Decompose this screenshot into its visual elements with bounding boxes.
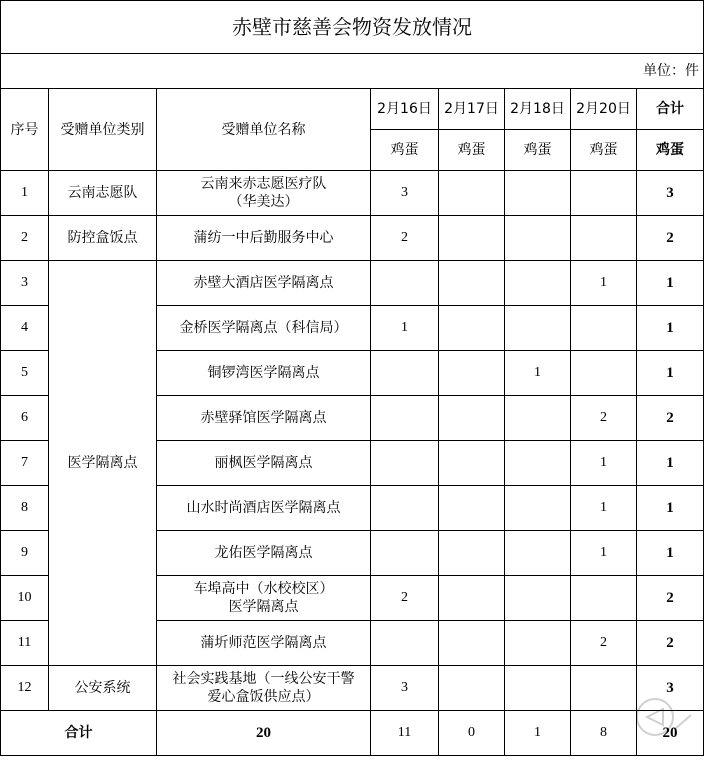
row-qty-date-1 bbox=[439, 261, 505, 306]
row-qty-date-2 bbox=[505, 306, 571, 351]
table-row bbox=[1, 666, 704, 711]
row-category: 云南志愿队 bbox=[49, 171, 157, 216]
row-qty-date-3: 1 bbox=[571, 261, 637, 306]
totals-grand: 20 bbox=[637, 711, 704, 756]
row-qty-date-0 bbox=[371, 486, 439, 531]
row-total: 1 bbox=[637, 441, 704, 486]
row-total: 1 bbox=[637, 531, 704, 576]
row-qty-date-1 bbox=[439, 171, 505, 216]
row-qty-date-1 bbox=[439, 621, 505, 666]
row-unit-name-line: 山水时尚酒店医学隔离点 bbox=[186, 500, 341, 516]
row-qty-date-0 bbox=[371, 621, 439, 666]
row-qty-date-2 bbox=[505, 396, 571, 441]
row-seq: 9 bbox=[1, 531, 49, 576]
row-unit-name bbox=[157, 396, 371, 441]
row-category: 防控盒饭点 bbox=[49, 216, 157, 261]
watermark-logo bbox=[633, 695, 693, 739]
row-qty-date-0 bbox=[371, 441, 439, 486]
row-qty-date-0 bbox=[371, 351, 439, 396]
row-qty-date-3 bbox=[571, 306, 637, 351]
row-unit-name bbox=[157, 486, 371, 531]
page-title: 赤壁市慈善会物资发放情况 bbox=[1, 1, 704, 54]
header-item-1: 鸡蛋 bbox=[439, 130, 505, 171]
row-qty-date-1 bbox=[439, 486, 505, 531]
row-qty-date-3 bbox=[571, 666, 637, 711]
header-date-3: 2月20日 bbox=[571, 89, 637, 130]
header-seq: 序号 bbox=[1, 89, 49, 171]
row-qty-date-0 bbox=[371, 396, 439, 441]
row-unit-name-line: 爱心盒饭供应点） bbox=[207, 689, 320, 705]
row-category: 医学隔离点 bbox=[49, 261, 157, 666]
header-date-2: 2月18日 bbox=[505, 89, 571, 130]
row-qty-date-1 bbox=[439, 441, 505, 486]
row-unit-name-line: 赤壁大酒店医学隔离点 bbox=[193, 275, 334, 291]
row-unit-name-line: 蒲纺一中后勤服务中心 bbox=[193, 230, 334, 246]
row-unit-name-line: 车埠高中（水校校区） bbox=[193, 581, 334, 597]
row-total: 1 bbox=[637, 486, 704, 531]
row-unit-name bbox=[157, 441, 371, 486]
row-total: 2 bbox=[637, 396, 704, 441]
header-item-3: 鸡蛋 bbox=[571, 130, 637, 171]
row-total: 2 bbox=[637, 621, 704, 666]
row-qty-date-0 bbox=[371, 261, 439, 306]
row-unit-name-line: 云南来赤志愿医疗队 bbox=[200, 176, 327, 192]
row-seq: 10 bbox=[1, 576, 49, 621]
header-item-total: 鸡蛋 bbox=[637, 130, 704, 171]
row-total: 3 bbox=[637, 171, 704, 216]
row-qty-date-3: 1 bbox=[571, 441, 637, 486]
row-total: 1 bbox=[637, 351, 704, 396]
row-qty-date-3: 1 bbox=[571, 486, 637, 531]
row-category: 公安系统 bbox=[49, 666, 157, 711]
row-qty-date-1 bbox=[439, 576, 505, 621]
totals-label: 合计 bbox=[1, 711, 157, 756]
totals-date-1: 0 bbox=[439, 711, 505, 756]
totals-date-0: 11 bbox=[371, 711, 439, 756]
totals-overall: 20 bbox=[157, 711, 371, 756]
header-date-0: 2月16日 bbox=[371, 89, 439, 130]
row-seq: 8 bbox=[1, 486, 49, 531]
row-unit-name-line: 医学隔离点 bbox=[228, 599, 299, 615]
row-qty-date-1 bbox=[439, 216, 505, 261]
row-qty-date-0 bbox=[371, 531, 439, 576]
table-row bbox=[1, 261, 704, 306]
table-row bbox=[1, 216, 704, 261]
row-unit-name bbox=[157, 621, 371, 666]
row-unit-name bbox=[157, 261, 371, 306]
row-total: 2 bbox=[637, 216, 704, 261]
row-unit-name bbox=[157, 666, 371, 711]
row-qty-date-2 bbox=[505, 171, 571, 216]
row-qty-date-2: 1 bbox=[505, 351, 571, 396]
row-unit-name bbox=[157, 576, 371, 621]
row-qty-date-3: 1 bbox=[571, 531, 637, 576]
row-seq: 6 bbox=[1, 396, 49, 441]
row-qty-date-2 bbox=[505, 576, 571, 621]
header-category: 受赠单位类别 bbox=[49, 89, 157, 171]
row-seq: 3 bbox=[1, 261, 49, 306]
row-qty-date-1 bbox=[439, 396, 505, 441]
totals-date-3: 8 bbox=[571, 711, 637, 756]
row-qty-date-3 bbox=[571, 171, 637, 216]
row-qty-date-0: 2 bbox=[371, 216, 439, 261]
row-seq: 11 bbox=[1, 621, 49, 666]
header-date-1: 2月17日 bbox=[439, 89, 505, 130]
row-unit-name-line: 蒲圻师范医学隔离点 bbox=[200, 635, 327, 651]
row-unit-name bbox=[157, 531, 371, 576]
row-seq: 7 bbox=[1, 441, 49, 486]
header-item-0: 鸡蛋 bbox=[371, 130, 439, 171]
row-seq: 4 bbox=[1, 306, 49, 351]
row-unit-name-line: 社会实践基地（一线公安干警 bbox=[172, 671, 355, 687]
row-unit-name-line: 金桥医学隔离点（科信局） bbox=[179, 320, 348, 336]
table-row bbox=[1, 171, 704, 216]
row-total: 3 bbox=[637, 666, 704, 711]
row-unit-name-line: 丽枫医学隔离点 bbox=[214, 455, 313, 471]
totals-row bbox=[1, 711, 704, 756]
row-qty-date-2 bbox=[505, 486, 571, 531]
row-seq: 2 bbox=[1, 216, 49, 261]
row-qty-date-0: 2 bbox=[371, 576, 439, 621]
header-total: 合计 bbox=[637, 89, 704, 130]
row-qty-date-2 bbox=[505, 216, 571, 261]
row-qty-date-3 bbox=[571, 351, 637, 396]
row-unit-name bbox=[157, 171, 371, 216]
row-qty-date-1 bbox=[439, 351, 505, 396]
row-qty-date-0: 1 bbox=[371, 306, 439, 351]
row-total: 1 bbox=[637, 261, 704, 306]
row-qty-date-3 bbox=[571, 216, 637, 261]
header-name: 受赠单位名称 bbox=[157, 89, 371, 171]
row-qty-date-2 bbox=[505, 261, 571, 306]
row-unit-name bbox=[157, 351, 371, 396]
row-unit-name-line: （华美达） bbox=[228, 194, 299, 210]
row-qty-date-2 bbox=[505, 621, 571, 666]
row-qty-date-3: 2 bbox=[571, 396, 637, 441]
row-seq: 12 bbox=[1, 666, 49, 711]
row-total: 1 bbox=[637, 306, 704, 351]
row-qty-date-1 bbox=[439, 306, 505, 351]
row-qty-date-0: 3 bbox=[371, 666, 439, 711]
row-qty-date-2 bbox=[505, 531, 571, 576]
row-qty-date-2 bbox=[505, 441, 571, 486]
row-qty-date-3: 2 bbox=[571, 621, 637, 666]
row-qty-date-1 bbox=[439, 531, 505, 576]
totals-date-2: 1 bbox=[505, 711, 571, 756]
row-qty-date-0: 3 bbox=[371, 171, 439, 216]
row-unit-name bbox=[157, 216, 371, 261]
row-qty-date-2 bbox=[505, 666, 571, 711]
unit-label: 单位：件 bbox=[1, 54, 704, 89]
row-qty-date-3 bbox=[571, 576, 637, 621]
row-unit-name-line: 铜锣湾医学隔离点 bbox=[207, 365, 320, 381]
row-seq: 1 bbox=[1, 171, 49, 216]
row-qty-date-1 bbox=[439, 666, 505, 711]
row-unit-name-line: 龙佑医学隔离点 bbox=[214, 545, 313, 561]
header-item-2: 鸡蛋 bbox=[505, 130, 571, 171]
row-unit-name bbox=[157, 306, 371, 351]
row-unit-name-line: 赤壁驿馆医学隔离点 bbox=[200, 410, 327, 426]
row-total: 2 bbox=[637, 576, 704, 621]
row-seq: 5 bbox=[1, 351, 49, 396]
